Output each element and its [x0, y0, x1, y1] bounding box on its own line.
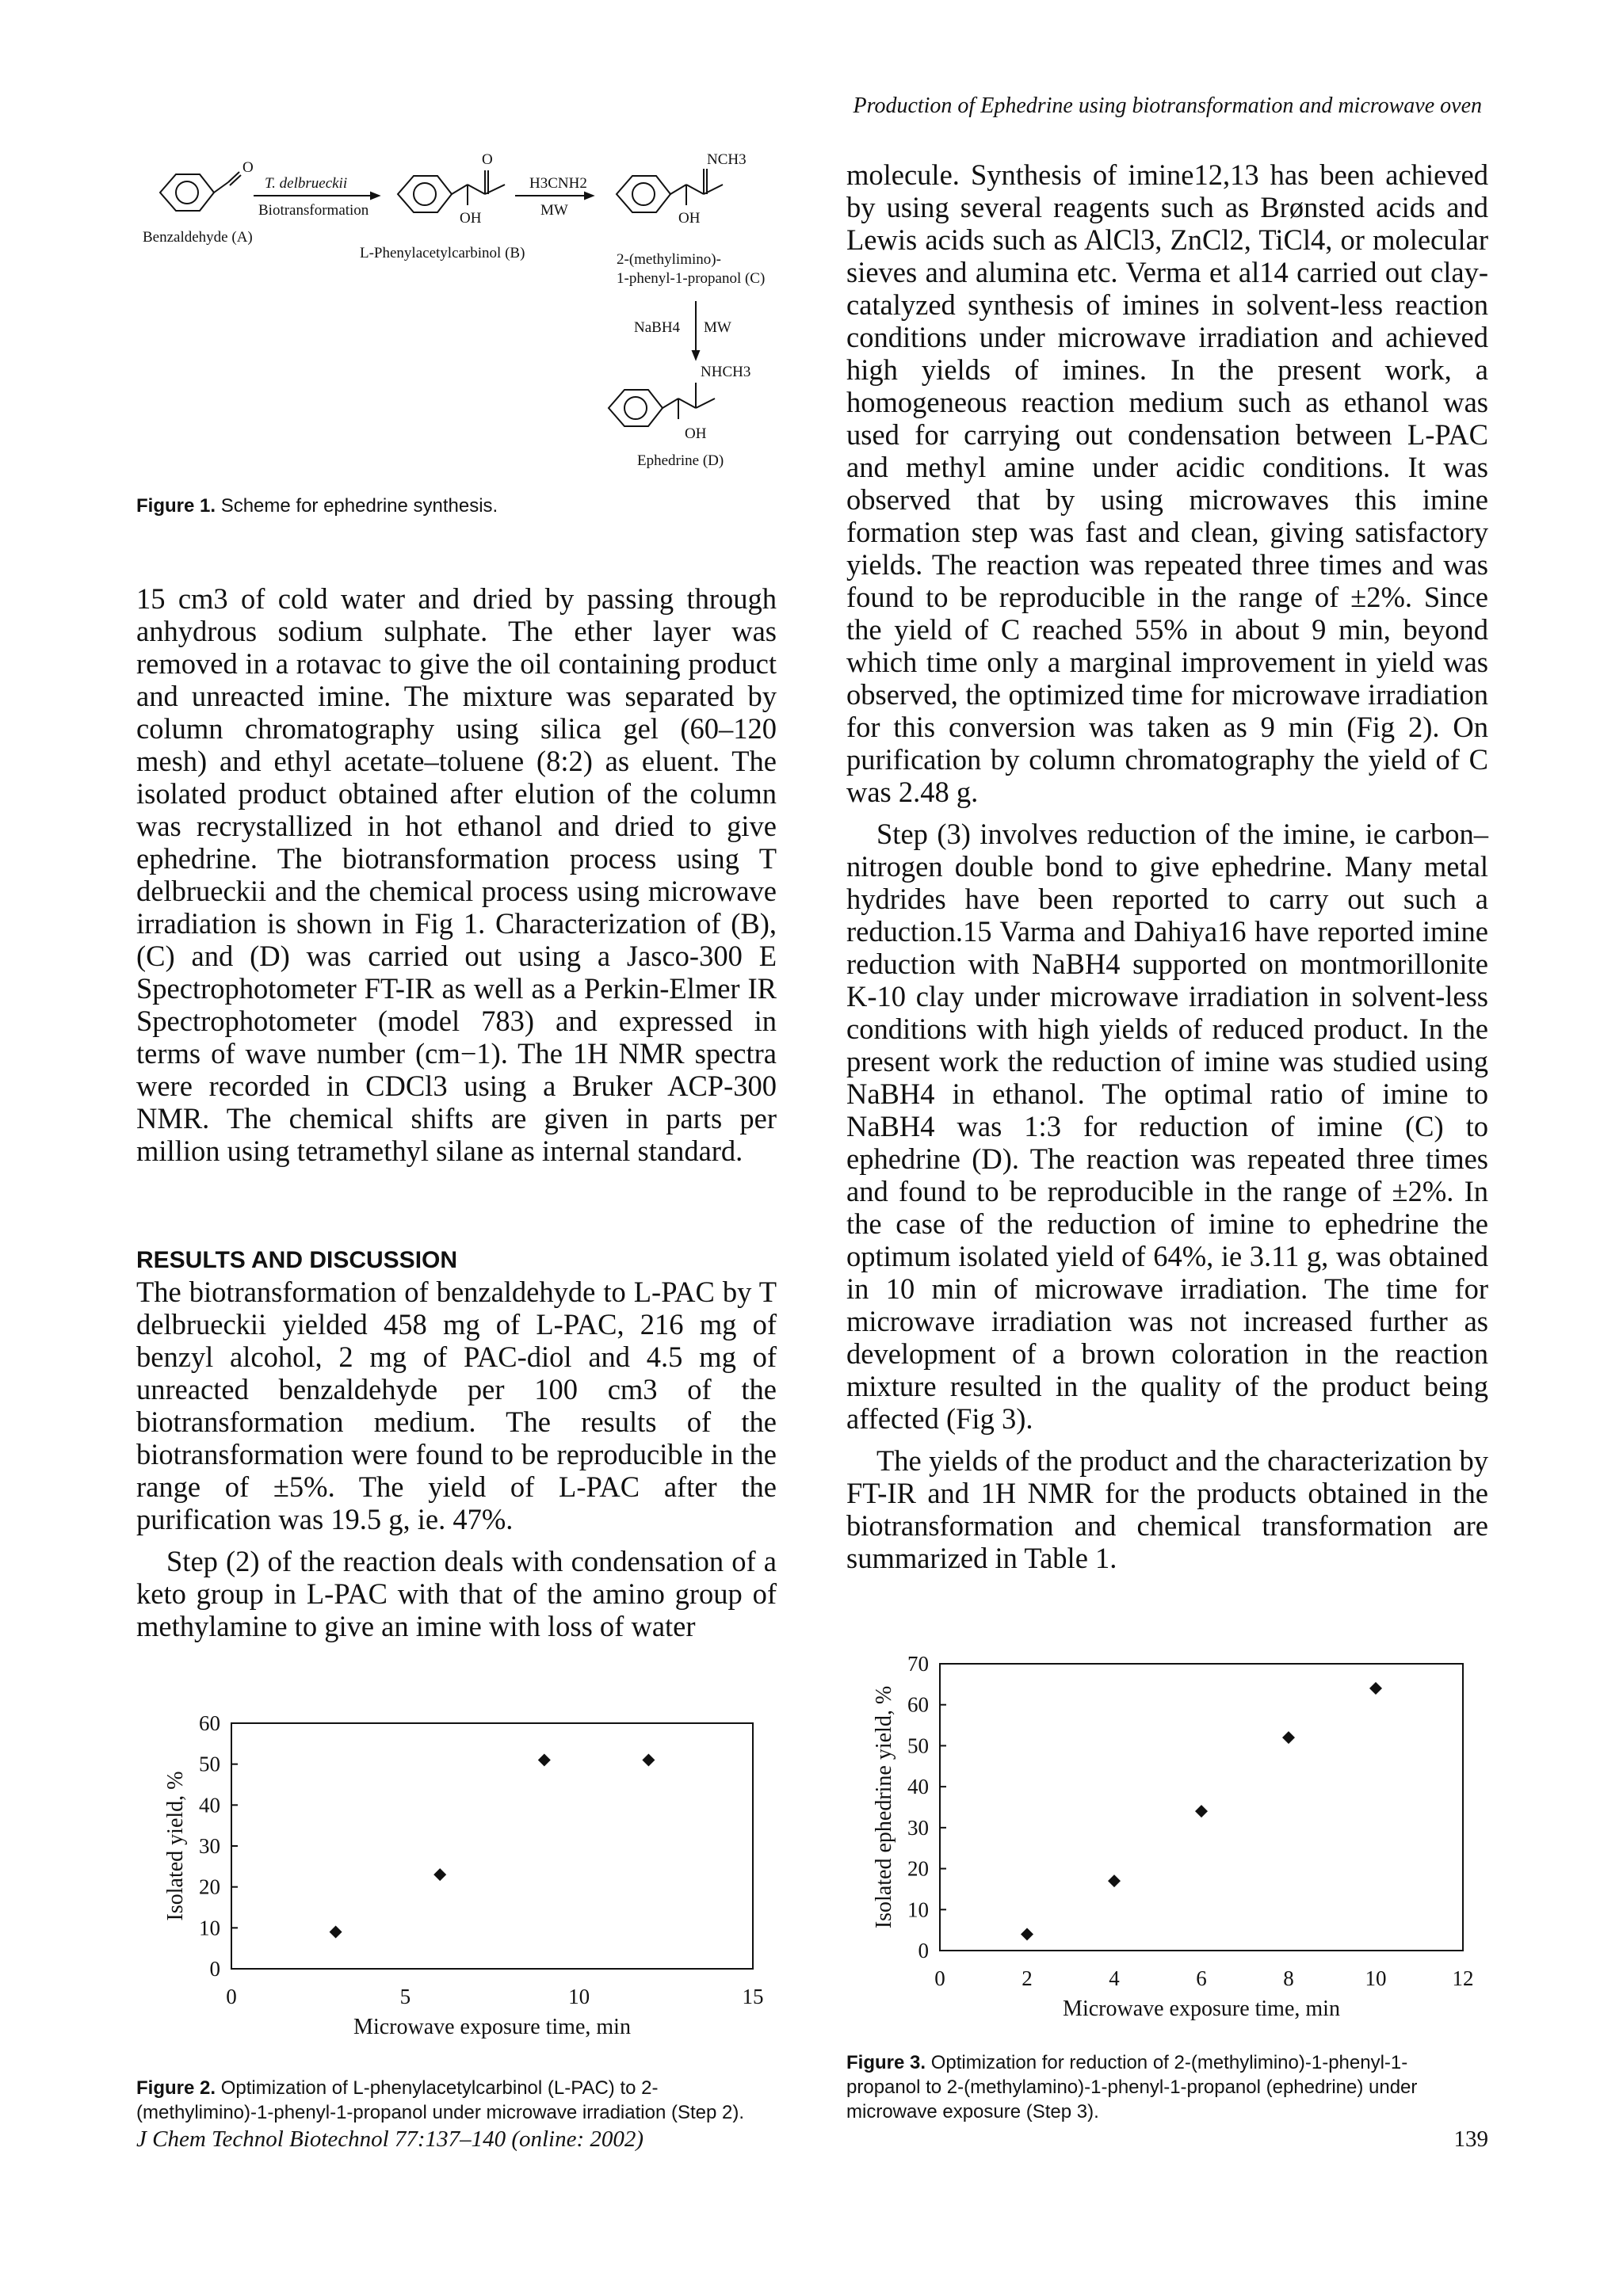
y-tick-label: 70	[907, 1656, 929, 1676]
figure-2-label: Figure 2.	[136, 2077, 216, 2099]
paragraph-methods-end: 15 cm3 of cold water and dried by passing through anhydrous sodium sulphate. The ether layer was removed in a rotavac to give the oil containing product and unreacted imine. The mixture was separated by column chromatography using silica gel (60–120 mesh) and ethyl acetate–toluene (8:2) as eluent. The isolated product obtained after elution of the column was recrystallized in hot ethanol and dried to give ephedrine. The biotransformation process using T delbrueckii and the chemical process using microwave irradiation is shown in Fig 1. Characterization of (B), (C) and (D) was carried out using a Jasco-300 E Spectrophotometer FT-IR as well as a Perkin-Elmer IR Spectrophotometer (model 783) and expressed in terms of wave number (cm−1). The 1H NMR spectra were recorded in CDCl3 using a Bruker ACP-300 NMR. The chemical shifts are given in parts per million using tetramethyl silane as internal standard.	[136, 582, 777, 1167]
x-tick-label: 4	[1109, 1966, 1120, 1990]
data-point	[1021, 1928, 1033, 1940]
x-tick-label: 12	[1452, 1966, 1474, 1990]
y-tick-label: 40	[907, 1775, 929, 1799]
y-tick-label: 40	[199, 1793, 220, 1817]
x-tick-label: 0	[226, 1985, 237, 2008]
ephedrine-nhch3-label: NHCH3	[701, 364, 751, 380]
y-tick-label: 60	[199, 1711, 220, 1735]
paragraph-imine-synthesis: molecule. Synthesis of imine12,13 has been achieved by using several reagents such as Brønsted acids and Lewis acids such as AlCl3, ZnCl2, TiCl4, or molecular sieves and alumina etc. Verma et al14 carried out clay-catalyzed synthesis of imines in solvent-less reaction conditions under microwave irradiation and achieved high yields of imines. In the present work, a homogeneous reaction medium such as ethanol was used for carrying out condensation between L-PAC and methyl amine under acidic conditions. It was observed that by using microwaves this imine formation step was fast and clean, giving satisfactory yields. The reaction was repeated three times and was found to be reproducible in the range of ±2%. Since the yield of C reached 55% in about 9 min, beyond which time only a marginal improvement in yield was observed, the optimized time for microwave irradiation for this conversion was taken as 9 min (Fig 2). On purification by column chromatography the yield of C was 2.48 g.	[846, 158, 1488, 808]
results-heading: RESULTS AND DISCUSSION	[136, 1247, 458, 1273]
figure-3-caption	[846, 2050, 1472, 2124]
data-point	[1369, 1682, 1382, 1695]
x-tick-label: 5	[399, 1985, 411, 2008]
label-benzaldehyde-a: Benzaldehyde (A)	[143, 229, 253, 246]
left-column-text	[136, 582, 777, 1167]
data-point	[642, 1754, 655, 1767]
left-column-results	[136, 1276, 777, 1642]
y-tick-label: 10	[199, 1916, 220, 1940]
paragraph-step-3: Step (3) involves reduction of the imine, ie carbon–nitrogen double bond to give ephedrine. Many metal hydrides have been reported to carry out such a reduction.15 Varma and Dahiya16 have reported imine reduction with NaBH4 supported on montmorillonite K-10 clay under microwave irradiation in solvent-less conditions with high yields of reduced product. In the present work the reduction of imine was studied using NaBH4 in ethanol. The optimal ratio of imine to NaBH4 was 1:3 for reduction of imine (C) to ephedrine (D). The reaction was repeated three times and found to be reproducible in the range of ±2%. In the case of the reduction of imine to ephedrine the optimum isolated yield of 64%, ie 3.11 g, was obtained in 10 min of microwave irradiation. The time for microwave irradiation was not increased further as development of a brown coloration in the reaction mixture resulted in the quality of the product being affected (Fig 3).	[846, 818, 1488, 1435]
data-point	[330, 1926, 342, 1939]
lpac-oh-label: OH	[460, 210, 482, 227]
data-point	[538, 1754, 551, 1767]
figure-3-label: Figure 3.	[846, 2052, 926, 2073]
ephedrine-synthesis-scheme	[136, 139, 770, 479]
y-tick-label: 30	[199, 1834, 220, 1858]
paragraph-biotransformation-results: The biotransformation of benzaldehyde to L-PAC by T delbrueckii yielded 458 mg of L-PAC, 216 mg of benzyl alcohol, 2 mg of PAC-diol and 4.5 mg of unreacted benzaldehyde per 100 cm3 of the biotransformation medium. The results of the biotransformation were found to be reproducible in the range of ±5%. The yield of L-PAC after the purification was 19.5 g, ie. 47%.	[136, 1276, 777, 1535]
x-tick-label: 2	[1022, 1966, 1033, 1990]
x-axis-label: Microwave exposure time, min	[1063, 1997, 1340, 2021]
figure-2-caption-text: Optimization of L-phenylacetylcarbinol (L-PAC) to 2-(methylimino)-1-phenyl-1-propanol under microwave irradiation (Step 2).	[136, 2077, 744, 2123]
running-head: Production of Ephedrine using biotransformation and microwave oven	[853, 93, 1482, 118]
reagent-mw-1: MW	[540, 202, 568, 219]
y-tick-label: 60	[907, 1692, 929, 1717]
reagent-biotransformation: Biotransformation	[258, 202, 369, 219]
figure-2-caption	[136, 2076, 786, 2125]
data-point	[1108, 1875, 1121, 1887]
y-tick-label: 0	[209, 1957, 220, 1981]
label-imine-c-line2: 1-phenyl-1-propanol (C)	[617, 270, 766, 287]
label-imine-c-line1: 2-(methylimino)-	[617, 251, 721, 268]
right-column-text	[846, 158, 1488, 1574]
ephedrine-oh-label: OH	[685, 425, 707, 442]
figure-2-chart	[136, 1703, 786, 2060]
y-tick-label: 50	[907, 1733, 929, 1758]
figure-3-chart	[846, 1656, 1480, 2036]
reagent-nabh4: NaBH4	[634, 319, 681, 336]
x-tick-label: 0	[934, 1966, 945, 1990]
label-ephedrine-d: Ephedrine (D)	[637, 452, 724, 469]
figure-1-label: Figure 1.	[136, 495, 216, 517]
figure-3-caption-text: Optimization for reduction of 2-(methylimino)-1-phenyl-1-propanol to 2-(methylamino)-1-phenyl-1-propanol (ephedrine) under microwave exposure (Step 3).	[846, 2052, 1418, 2122]
x-axis-label: Microwave exposure time, min	[353, 2015, 631, 2039]
data-point	[433, 1868, 446, 1881]
reagent-t-delbrueckii: T. delbrueckii	[265, 175, 348, 192]
y-tick-label: 30	[907, 1815, 929, 1840]
y-tick-label: 20	[907, 1856, 929, 1881]
reagent-mw-2: MW	[704, 319, 731, 336]
x-tick-label: 15	[742, 1985, 764, 2008]
plot-frame	[231, 1723, 753, 1969]
y-axis-label: Isolated ephedrine yield, %	[872, 1685, 896, 1929]
imine-nch3-label: NCH3	[707, 151, 747, 168]
y-tick-label: 20	[199, 1875, 220, 1899]
label-lpac-b: L-Phenylacetylcarbinol (B)	[360, 245, 525, 261]
x-tick-label: 10	[568, 1985, 590, 2008]
reagent-methylamine: H3CNH2	[529, 175, 587, 192]
ketone-o-label: O	[482, 151, 493, 168]
x-tick-label: 6	[1196, 1966, 1207, 1990]
y-axis-label: Isolated yield, %	[163, 1771, 188, 1921]
footer-page-number: 139	[1453, 2126, 1488, 2152]
paragraph-summary: The yields of the product and the characterization by FT-IR and 1H NMR for the products obtained in the biotransformation and chemical transformation are summarized in Table 1.	[846, 1444, 1488, 1574]
paragraph-step-2: Step (2) of the reaction deals with condensation of a keto group in L-PAC with that of the amino group of methylamine to give an imine with loss of water	[136, 1545, 777, 1642]
figure-1-caption	[136, 494, 498, 518]
x-tick-label: 10	[1365, 1966, 1387, 1990]
y-tick-label: 10	[907, 1897, 929, 1922]
imine-oh-label: OH	[678, 210, 701, 227]
y-tick-label: 50	[199, 1752, 220, 1776]
y-tick-label: 0	[918, 1939, 929, 1962]
x-tick-label: 8	[1283, 1966, 1294, 1990]
aldehyde-o-label: O	[242, 159, 254, 176]
data-point	[1195, 1805, 1208, 1817]
data-point	[1282, 1731, 1295, 1744]
figure-1-caption-text: Scheme for ephedrine synthesis.	[216, 495, 498, 517]
footer-journal-citation: J Chem Technol Biotechnol 77:137–140 (online: 2002)	[136, 2126, 644, 2152]
